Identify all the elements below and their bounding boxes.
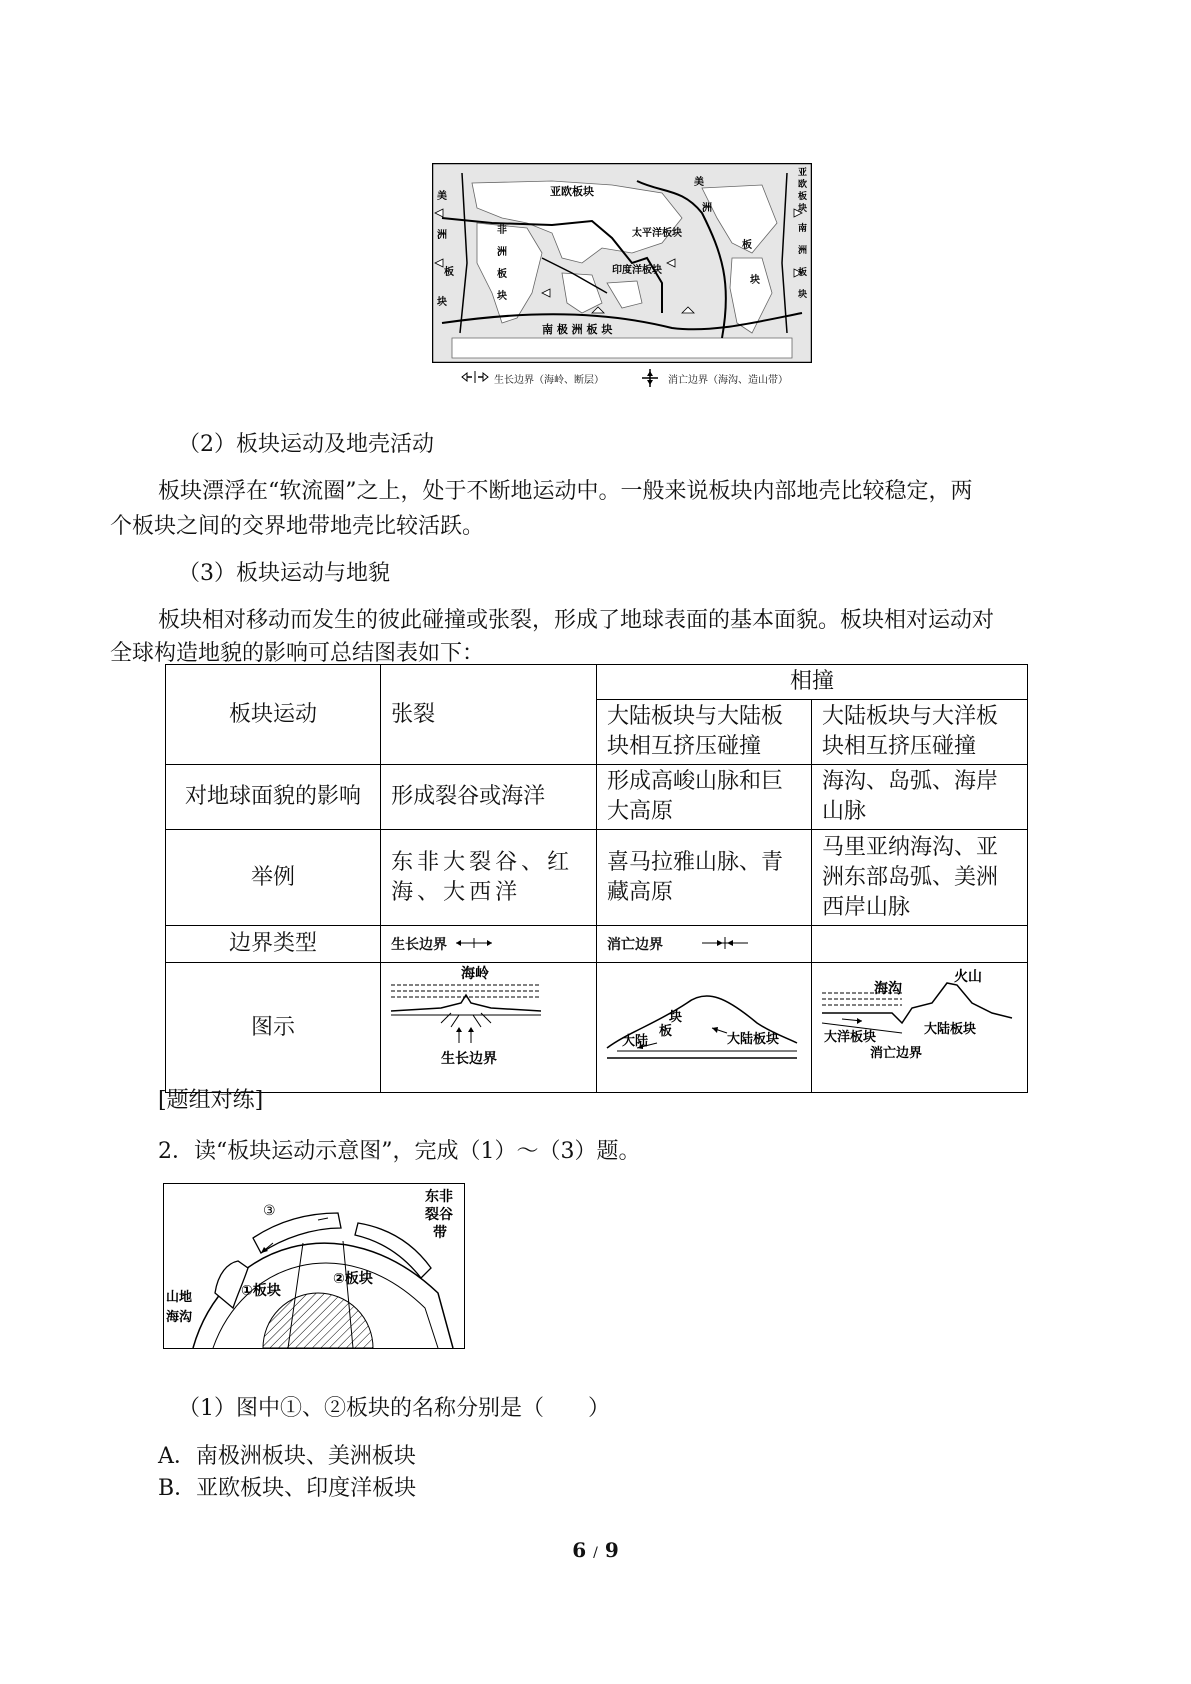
- diag3-boundary-label: 消亡边界: [870, 1046, 923, 1061]
- label-eurasia-right-1: 亚: [798, 168, 808, 178]
- page-current: 6: [572, 1538, 587, 1562]
- diag3-trench-label: 海沟: [874, 981, 902, 997]
- growth-boundary-text: 生长边界: [391, 937, 448, 953]
- fig-mountain: 山地: [166, 1290, 193, 1305]
- label-america-left-4: 块: [437, 297, 447, 308]
- section3-body-line1: 板块相对移动而发生的彼此碰撞或张裂，形成了地球表面的基本面貌。板块相对运动对: [158, 608, 995, 633]
- row-boundary-cont-ocean-empty: [812, 926, 1028, 963]
- growth-arrows-icon: [454, 937, 494, 949]
- subduct-arrows-icon: [700, 936, 750, 950]
- label-africa-1: 非: [497, 225, 507, 236]
- label-eurasia-right-2: 欧: [798, 180, 808, 190]
- label-nanji-right-2: 洲: [798, 246, 808, 256]
- label-pacific: 太平洋板块: [632, 228, 682, 239]
- section3-heading: （3）板块运动与地貌: [178, 561, 390, 586]
- diag3-volcano-label: 火山: [954, 969, 982, 985]
- label-antarctic: 南 极 洲 板 块: [542, 323, 613, 336]
- question-2-1: （1）图中①、②板块的名称分别是（ ）: [178, 1396, 610, 1421]
- diag2-ban-label: 板: [659, 1024, 673, 1039]
- fig-east-africa-3: 带: [433, 1225, 447, 1241]
- subduction-boundary-icon: [640, 369, 660, 387]
- row-example-cont-ocean: 马里亚纳海沟、亚洲东部岛弧、美洲西岸山脉: [812, 830, 1028, 926]
- row-boundary-rift: [381, 926, 597, 963]
- header-plate-motion: 板块运动: [166, 665, 381, 765]
- row-effect-cont-ocean: 海沟、岛弧、海岸山脉: [812, 765, 1028, 830]
- diag3-cont-label: 大陆板块: [924, 1022, 977, 1037]
- plate-motion-figure: [163, 1183, 465, 1349]
- plate-map-svg: [432, 163, 812, 363]
- label-america-left-3: 板: [444, 267, 454, 278]
- collision-diagram: [597, 963, 807, 1083]
- label-nanji-right-1: 南: [798, 224, 808, 234]
- label-eurasia-right-3: 板: [798, 192, 808, 202]
- section3-body-line2: 全球构造地貌的影响可总结图表如下：: [110, 641, 485, 666]
- label-nanji-right-4: 块: [798, 290, 808, 300]
- fig-plate2: ②板块: [333, 1271, 373, 1287]
- diag1-bottom-label: 生长边界: [441, 1051, 498, 1067]
- page-number: [0, 1538, 1191, 1562]
- fig-plate1: ①板块: [241, 1283, 281, 1299]
- label-america-top-1: 美: [694, 177, 704, 188]
- section2-body-line2: 个板块之间的交界地带地壳比较活跃。: [110, 514, 485, 539]
- diag2-block-label: 块: [669, 1010, 683, 1025]
- fig-east-africa-2: 裂谷: [425, 1207, 453, 1223]
- diag3-ocean-label: 大洋板块: [824, 1030, 877, 1045]
- header-cont-cont: 大陆板块与大陆板块相互挤压碰撞: [597, 700, 812, 765]
- header-rift: 张裂: [381, 665, 597, 765]
- fig-n3: ③: [263, 1203, 276, 1219]
- row-boundary-label: 边界类型: [166, 926, 381, 963]
- diag1-top-label: 海岭: [461, 966, 490, 982]
- label-africa-3: 板: [497, 269, 507, 280]
- row-example-cont-cont: 喜马拉雅山脉、青藏高原: [597, 830, 812, 926]
- label-america-left-2: 洲: [437, 230, 447, 241]
- label-nanji-right-3: 板: [798, 268, 808, 278]
- option-a: A．南极洲板块、美洲板块: [158, 1444, 416, 1469]
- option-b: B．亚欧板块、印度洋板块: [158, 1476, 417, 1501]
- growth-boundary-icon: [460, 369, 490, 385]
- plate-landform-table: [165, 664, 1028, 1093]
- row-effect-cont-cont: 形成高峻山脉和巨大高原: [597, 765, 812, 830]
- fig-trench: 海沟: [166, 1310, 193, 1325]
- row-diagram-cont-ocean: [812, 963, 1028, 1093]
- label-africa-4: 块: [497, 291, 507, 302]
- ridge-diagram: [381, 963, 591, 1083]
- plate-motion-svg: [163, 1183, 465, 1349]
- section2-heading: （2）板块运动及地壳活动: [178, 432, 434, 457]
- map-legend: [460, 369, 790, 387]
- section2-body-line1: 板块漂浮在“软流圈”之上，处于不断地运动中。一般来说板块内部地壳比较稳定，两: [158, 479, 973, 504]
- page-total: 9: [604, 1538, 619, 1562]
- diag2-dalu-label: 大陆: [622, 1034, 649, 1049]
- label-america-top-2: 洲: [702, 203, 712, 214]
- row-effect-rift: 形成裂谷或海洋: [381, 765, 597, 830]
- label-america-right-2: 块: [750, 275, 760, 286]
- legend-subduct: 消亡边界（海沟、造山带）: [668, 375, 788, 386]
- label-america-left-1: 美: [437, 191, 447, 202]
- subduction-diagram: [812, 963, 1022, 1083]
- label-eurasia-right-4: 块: [798, 204, 808, 214]
- practice-label: [题组对练]: [158, 1088, 264, 1113]
- label-africa-2: 洲: [497, 247, 507, 258]
- row-diagram-label: 图示: [166, 963, 381, 1093]
- row-effect-label: 对地球面貌的影响: [166, 765, 381, 830]
- row-example-rift: 东非大裂谷、红海、大西洋: [381, 830, 597, 926]
- label-indian: 印度洋板块: [612, 265, 662, 276]
- row-boundary-cont-cont: [597, 926, 812, 963]
- row-diagram-rift: [381, 963, 597, 1093]
- subduct-boundary-text: 消亡边界: [607, 937, 664, 953]
- label-america-right-1: 板: [742, 240, 752, 251]
- row-example-label: 举例: [166, 830, 381, 926]
- legend-growth: 生长边界（海岭、断层）: [494, 375, 604, 386]
- fig-east-africa-1: 东非: [425, 1189, 453, 1205]
- header-cont-ocean: 大陆板块与大洋板块相互挤压碰撞: [812, 700, 1028, 765]
- diag2-right-label: 大陆板块: [727, 1032, 780, 1047]
- row-diagram-cont-cont: [597, 963, 812, 1093]
- header-collide: 相撞: [597, 665, 1028, 700]
- page-sep: /: [593, 1545, 598, 1561]
- question-2: 2．读“板块运动示意图”，完成（1）～（3）题。: [158, 1139, 641, 1164]
- label-eurasia: 亚欧板块: [550, 185, 594, 198]
- plate-map-figure: [432, 163, 812, 363]
